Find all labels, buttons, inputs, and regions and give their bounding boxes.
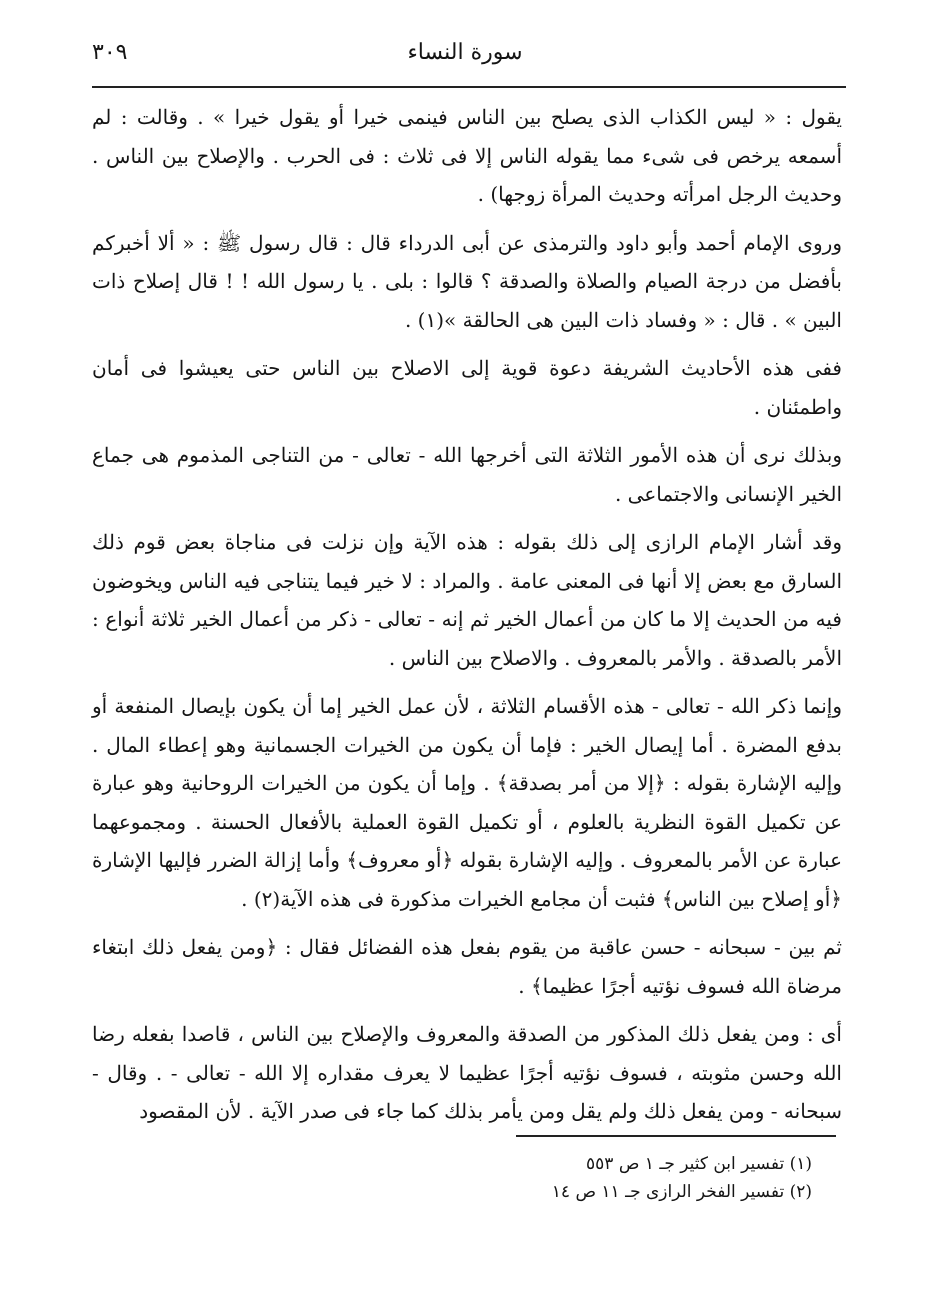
- footnote: (٢) تفسير الفخر الرازى جـ ١١ ص ١٤: [551, 1182, 812, 1202]
- footnote: (١) تفسير ابن كثير جـ ١ ص ٥٥٣: [586, 1154, 812, 1174]
- header-rule: [92, 86, 846, 88]
- footnote-rule: [516, 1135, 836, 1137]
- footnotes: [300, 1150, 812, 1206]
- running-title: سورة النساء: [407, 40, 523, 65]
- paragraph: وبذلك نرى أن هذه الأمور الثلاثة التى أخرجها الله - تعالى - من التناجى المذموم هى جماع الخير الإنسانى والاجتماعى .: [92, 443, 842, 506]
- paragraph: وروى الإمام أحمد وأبو داود والترمذى عن أبى الدرداء قال : قال رسول ﷺ : « ألا أخبركم بأفضل من درجة الصيام والصلاة والصدقة ؟ قالوا : بلى . يا رسول الله ! ! قال إصلاح ذات البين » . قال : « وفساد ذات البين هى الحالقة »(١) .: [92, 230, 843, 332]
- paragraph: أى : ومن يفعل ذلك المذكور من الصدقة والمعروف والإصلاح بين الناس ، قاصدا بفعله رضا الله وحسن مثوبته ، فسوف نؤتيه أجرًا عظيما لا يعرف مقداره إلا الله - تعالى - . وقال - سبحانه - ومن يفعل ذلك ولم يقل ومن يأمر بذلك كما جاء فى صدر الآية . لأن المقصود: [92, 1022, 842, 1123]
- paragraph: ثم بين - سبحانه - حسن عاقبة من يقوم بفعل هذه الفضائل فقال : ﴿ومن يفعل ذلك ابتغاء مرضاة الله فسوف نؤتيه أجرًا عظيما﴾ .: [92, 935, 843, 998]
- paragraph: يقول : « ليس الكذاب الذى يصلح بين الناس فينمى خيرا أو يقول خيرا » . وقالت : لم أسمعه يرخص فى شىء مما يقوله الناس إلا فى ثلاث : فى الحرب . والإصلاح بين الناس . وحديث الرجل امرأته وحديث المرأة زوجها) .: [92, 105, 842, 206]
- page-number: ٣٠٩: [92, 40, 128, 65]
- paragraph: وقد أشار الإمام الرازى إلى ذلك بقوله : هذه الآية وإن نزلت فى مناجاة بعض قوم ذلك السارق مع بعض إلا أنها فى المعنى عامة . والمراد : لا خير فيما يتناجى فيه الناس ويخوضون فيه من الحديث إلا ما كان من أعمال الخير ثم إنه - تعالى - ذكر من أعمال الخير ثلاثة أنواع : الأمر بالصدقة . والأمر بالمعروف . والاصلاح بين الناس .: [92, 530, 842, 670]
- body-text: [92, 98, 842, 1141]
- page-header: [92, 40, 838, 84]
- paragraph: ففى هذه الأحاديث الشريفة دعوة قوية إلى الاصلاح بين الناس حتى يعيشوا فى أمان واطمئنان .: [92, 356, 842, 419]
- paragraph: وإنما ذكر الله - تعالى - هذه الأقسام الثلاثة ، لأن عمل الخير إما أن يكون بإيصال المنفعة أو بدفع المضرة . أما إيصال الخير : فإما أن يكون من الخيرات الجسمانية وهو إعطاء المال . وإليه الإشارة بقوله : ﴿إلا من أمر بصدقة﴾ . وإما أن يكون من الخيرات الروحانية وهو عبارة عن تكميل القوة النظرية بالعلوم ، أو تكميل القوة العملية بالأفعال الحسنة . ومجموعهما عبارة عن الأمر بالمعروف . وإليه الإشارة بقوله ﴿أو معروف﴾ وأما إزالة الضرر فإليها الإشارة ﴿أو إصلاح بين الناس﴾ فثبت أن مجامع الخيرات مذكورة فى هذه الآية(٢) .: [92, 694, 842, 911]
